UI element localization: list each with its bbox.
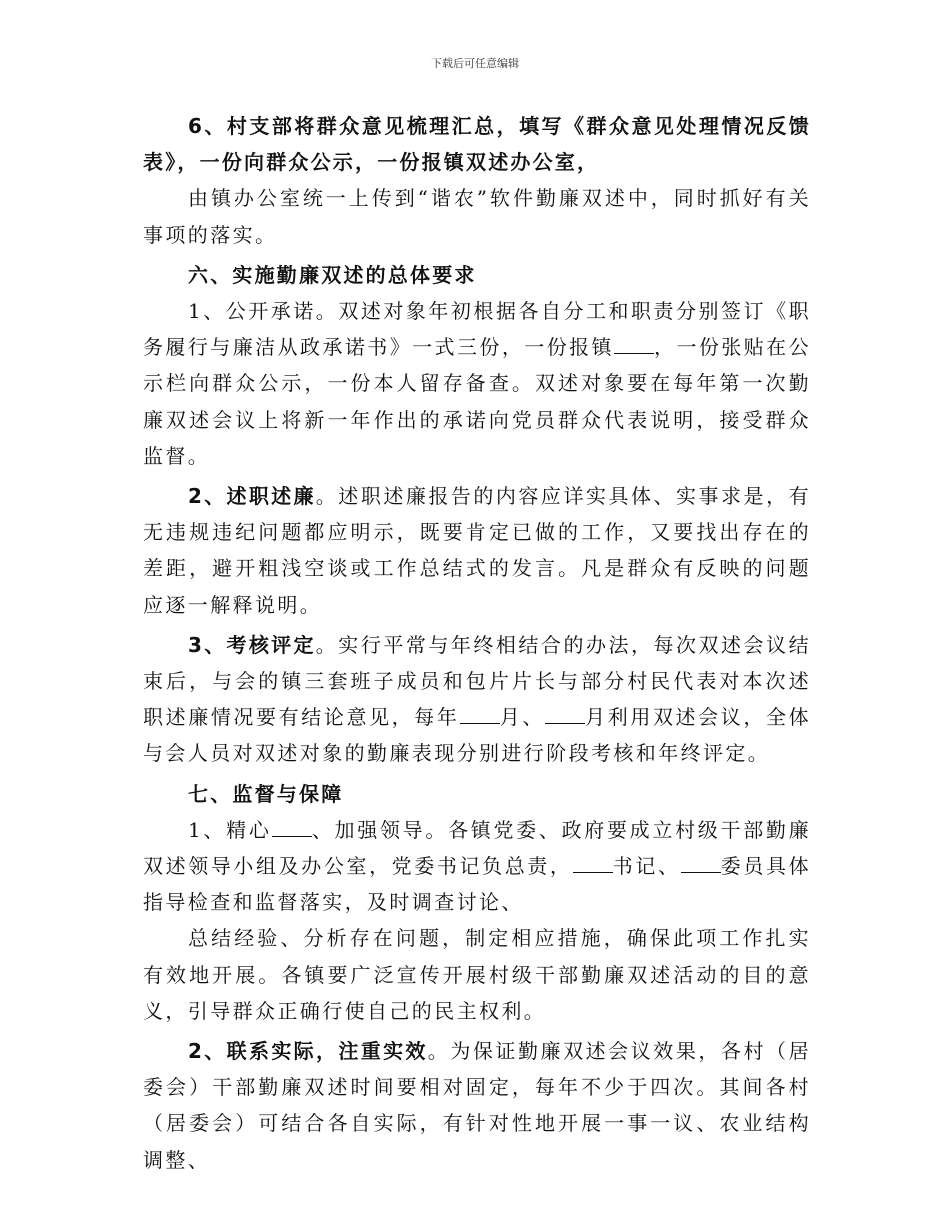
text-segment: 1、精心 [188,817,272,842]
document-body [143,108,811,1178]
paragraph-lead: 2、述职述廉 [188,484,316,509]
blank-underline [460,705,500,724]
paragraph-upload: 由镇办公室统一上传到“谐农”软件勤廉双述中，同时抓好有关事项的落实。 [143,186,811,247]
text-segment: 、加强领导。各镇党委、政府要成立村级干部勤廉双述领导小组及办公室，党委书记负总责， [143,817,811,879]
text-segment: ，一份张贴在公示栏向群众公示，一份本人留存备查。双述对象要在每年第一次勤廉双述会议上将新一年作出的承诺向党员群众代表说明，接受群众监督。 [143,335,811,468]
blank-underline [573,854,613,873]
paragraph-leadership [143,812,811,921]
text-segment: 1、公开承诺。双述对象年初根据各自分工和职责分别签订《职务履行与廉洁从政承诺书》一式三份，一份报镇 [143,299,811,360]
text-segment: 。为保证勤廉双述会议效果，各村（居委会）干部勤廉双述时间要相对固定，每年不少于四次。其间各村（居委会）可结合各自实际，有针对性地开展一事一议、农业结构调整、 [143,1039,811,1172]
text-segment: 委员具体指导检查和监督落实，及时调查讨论、 [143,854,811,915]
paragraph-lead: 2、联系实际，注重实效 [188,1039,428,1064]
page-header: 下载后可任意编辑 [431,57,519,70]
blank-underline [272,818,312,837]
section-heading-7: 七、监督与保障 [188,781,344,806]
blank-underline [614,335,654,354]
paragraph-public-commitment [143,293,811,474]
section-heading-6: 六、实施勤廉双述的总体要求 [188,262,477,287]
paragraph-lead: 3、考核评定 [188,632,316,657]
text-segment: 月、 [499,705,545,730]
paragraph-assessment [143,627,811,772]
text-segment: 。实行平常与年终相结合的办法，每次双述会议结束后，与会的镇三套班子成员和包片片长与部分村民代表对本次述职述廉情况要有结论意见，每年 [143,632,811,730]
text-segment: 。述职述廉报告的内容应详实具体、实事求是，有无违规违纪问题都应明示，既要肯定已做的工作，又要找出存在的差距，避开粗浅空谈或工作总结式的发言。凡是群众有反映的问题应逐一解释说明。 [143,484,811,617]
paragraph-report [143,478,811,623]
text-segment: 月利用双述会议，全体与会人员对双述对象的勤廉表现分别进行阶段考核和年终评定。 [143,705,811,766]
blank-underline [545,705,585,724]
text-segment: 书记、 [612,854,681,879]
blank-underline [681,854,721,873]
paragraph-item-6: 6、村支部将群众意见梳理汇总，填写《群众意见处理情况反馈表》，一份向群众公示，一份报镇双述办公室， [143,114,811,175]
paragraph-summary: 总结经验、分析存在问题，制定相应措施，确保此项工作扎实有效地开展。各镇要广泛宣传开展村级干部勤廉双述活动的目的意义，引导群众正确行使自己的民主权利。 [143,926,811,1023]
paragraph-practical [143,1033,811,1178]
